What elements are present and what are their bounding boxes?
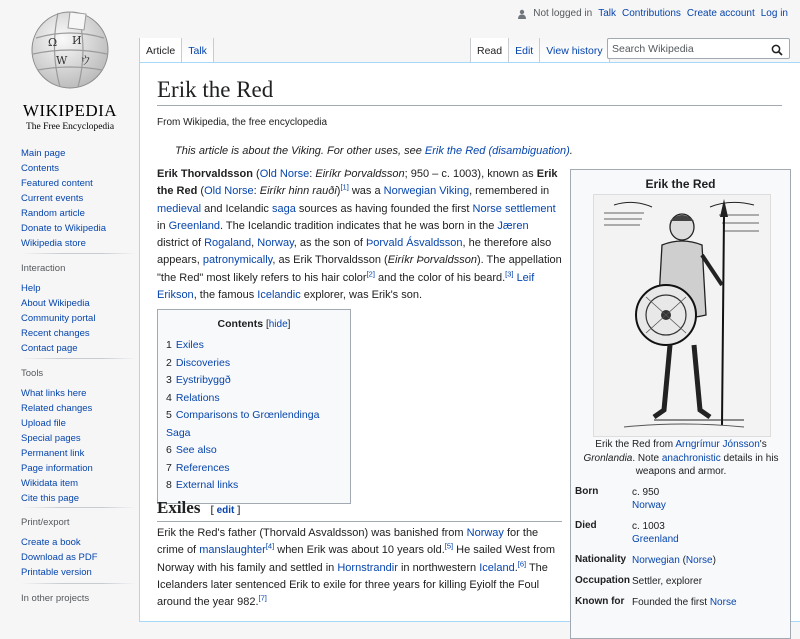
woodcut-illustration xyxy=(594,195,770,436)
log-in-link[interactable]: Log in xyxy=(760,8,788,19)
sidebar-item-special-pages[interactable]: Special pages xyxy=(21,433,81,444)
wikipedia-logo[interactable] xyxy=(15,8,125,132)
portal-heading-other-projects: In other projects xyxy=(21,593,90,604)
caption-text: Erik the Red from xyxy=(595,439,676,450)
link-norse-settlement[interactable]: Norse settlement xyxy=(472,202,556,215)
site-subtitle: From Wikipedia, the free encyclopedia xyxy=(157,117,328,128)
create-account-link[interactable]: Create account xyxy=(686,8,755,19)
sidebar-item-about[interactable]: About Wikipedia xyxy=(21,298,90,309)
sidebar-item-download-pdf[interactable]: Download as PDF xyxy=(21,552,98,563)
infobox-value: Norwegian (Norse) xyxy=(632,555,716,566)
sidebar-item-donate[interactable]: Donate to Wikipedia xyxy=(21,223,107,234)
infobox-row-born xyxy=(575,484,789,518)
toc-link-comparisons[interactable]: Comparisons to Grœnlendinga Saga xyxy=(166,409,320,439)
infobox-label: Known for xyxy=(575,596,625,607)
toc-hide-link[interactable]: hide xyxy=(268,319,288,330)
section-edit[interactable]: [ edit ] xyxy=(210,505,241,516)
puzzle-globe-icon xyxy=(28,8,112,92)
link-anachronistic[interactable]: anachronistic xyxy=(661,452,721,464)
toc-item[interactable] xyxy=(166,407,342,442)
portal-divider xyxy=(21,507,136,508)
caption-text: details in his weapons and armor. xyxy=(635,452,779,477)
sidebar-item-main-page[interactable]: Main page xyxy=(21,148,66,159)
tab-article[interactable]: Article xyxy=(139,38,181,62)
search-input[interactable] xyxy=(608,40,768,59)
link-jaeren[interactable]: Jæren xyxy=(497,219,529,232)
link-died-place[interactable]: Greenland xyxy=(632,534,679,545)
search-box xyxy=(607,38,790,59)
sidebar-item-upload-file[interactable]: Upload file xyxy=(21,418,66,429)
caption-text: . Note xyxy=(632,452,662,464)
table-of-contents xyxy=(157,309,351,504)
sidebar-item-community-portal[interactable]: Community portal xyxy=(21,313,96,324)
sidebar xyxy=(0,0,139,604)
sidebar-item-related-changes[interactable]: Related changes xyxy=(21,403,93,414)
link-norway-2[interactable]: Norway xyxy=(466,527,504,539)
caption-italic: Gronlandia xyxy=(583,452,633,464)
other-projects-portal xyxy=(21,593,136,611)
portal-divider xyxy=(21,583,136,584)
infobox xyxy=(570,169,791,639)
sidebar-item-featured-content[interactable]: Featured content xyxy=(21,178,93,189)
link-old-norse-2[interactable]: Old Norse xyxy=(204,185,254,198)
link-known-norse[interactable]: Norse xyxy=(709,597,737,608)
known-for-text: Founded the first xyxy=(632,597,710,608)
sidebar-item-store[interactable]: Wikipedia store xyxy=(21,238,86,249)
hatnote xyxy=(175,145,573,157)
toc-number: 5 xyxy=(166,409,172,421)
personal-tools xyxy=(517,8,788,19)
section-title: Exiles xyxy=(157,498,201,517)
toc-item[interactable] xyxy=(166,477,342,495)
svg-text:W: W xyxy=(56,54,68,67)
toc-number: 4 xyxy=(166,391,172,404)
sidebar-item-permanent-link[interactable]: Permanent link xyxy=(21,448,85,459)
link-iceland[interactable]: Iceland xyxy=(479,561,515,574)
infobox-value xyxy=(632,594,789,615)
sidebar-item-what-links-here[interactable]: What links here xyxy=(21,388,87,399)
sidebar-item-current-events[interactable]: Current events xyxy=(21,193,84,204)
tools-portal xyxy=(21,368,136,506)
link-norwegian-viking[interactable]: Norwegian Viking xyxy=(383,185,470,198)
died-date: c. 1003 xyxy=(632,521,665,532)
link-arngrimur[interactable]: Arngrímur Jónsson xyxy=(675,439,760,450)
ref-2[interactable]: [2] xyxy=(366,269,375,279)
toc-hide-toggle[interactable]: [hide] xyxy=(265,319,291,330)
infobox-value xyxy=(632,518,789,552)
logo-wordmark: WIKIPEDIA xyxy=(22,101,118,120)
toc-title: Contents xyxy=(217,318,264,330)
logo-tagline: The Free Encyclopedia xyxy=(25,122,115,132)
tab-view-history[interactable]: View history xyxy=(539,38,609,62)
toc-link-eystribyggd[interactable]: Eystribyggð xyxy=(175,374,231,386)
svg-text:ウ: ウ xyxy=(80,54,91,67)
portal-heading-interaction: Interaction xyxy=(21,263,66,274)
sidebar-item-help[interactable]: Help xyxy=(21,283,41,294)
toc-link-relations[interactable]: Relations xyxy=(175,391,220,404)
infobox-label: Nationality xyxy=(575,554,627,565)
ref-5[interactable]: [5] xyxy=(444,541,454,551)
toc-link-see-also[interactable]: See also xyxy=(175,444,217,456)
infobox-label: Born xyxy=(575,486,599,497)
svg-text:Ω: Ω xyxy=(48,36,58,49)
infobox-value xyxy=(632,484,789,518)
toc-item[interactable] xyxy=(166,460,342,478)
sidebar-item-page-information[interactable]: Page information xyxy=(21,463,93,474)
namespace-tabs xyxy=(139,38,214,62)
infobox-value: Settler, explorer xyxy=(632,576,703,587)
disambiguation-link[interactable]: Erik the Red (disambiguation) xyxy=(424,145,570,157)
toc-link-discoveries[interactable]: Discoveries xyxy=(175,356,231,369)
sidebar-item-cite-this-page[interactable]: Cite this page xyxy=(21,493,80,504)
link-norway[interactable]: Norway xyxy=(257,237,294,250)
link-leif-erikson[interactable]: Leif Erikson xyxy=(157,271,535,302)
section-edit-link[interactable]: edit xyxy=(216,505,235,516)
infobox-label: Occupation xyxy=(575,575,631,586)
toc-number: 1 xyxy=(166,339,172,351)
portrait-image[interactable] xyxy=(593,194,771,437)
portal-heading-tools: Tools xyxy=(21,368,44,379)
link-medieval[interactable]: medieval xyxy=(157,202,202,215)
sidebar-item-create-a-book[interactable]: Create a book xyxy=(21,537,81,548)
ref-4[interactable]: [4] xyxy=(265,541,275,551)
infobox-row-died xyxy=(575,518,789,552)
lead-paragraph: Erik Thorvaldsson (Old Norse: Eiríkr Þorvaldsson; 950 – c. 1003), known as Erik the Red (Old Norse: Eiríkr hinn rauði)[1] was a Norwegian Viking, remembered in medieval and Icelandic saga sources as having founded the first Norse settlement in Greenland. The Icelandic tradition indicates that he was born in the Jæren district of Rogaland, Norway, as the son of Þorvald Ásvaldsson, he therefore also appears, patronymically, as Erik Thorvaldsson (Eiríkr Þorvaldsson). The appellation "the Red" most likely refers to his hair color[2] and the color of his beard.[3] Leif Erikson, the famous Icelandic explorer, was Erik's son. xyxy=(157,168,562,302)
infobox-row-occupation xyxy=(575,573,789,594)
not-logged-in-label: Not logged in xyxy=(533,8,593,19)
print-export-portal xyxy=(21,517,136,580)
search-icon[interactable] xyxy=(771,43,783,61)
tab-edit[interactable]: Edit xyxy=(508,38,539,62)
page-title: Erik the Red xyxy=(157,77,782,106)
section-heading-exiles xyxy=(157,498,562,522)
link-patronymically[interactable]: patronymically xyxy=(202,254,273,267)
user-talk-link[interactable]: Talk xyxy=(598,8,616,19)
portal-divider xyxy=(21,358,136,359)
sidebar-item-contact-page[interactable]: Contact page xyxy=(21,343,78,354)
toc-number: 8 xyxy=(166,479,172,491)
infobox-table xyxy=(575,484,789,615)
toc-number: 2 xyxy=(166,356,172,369)
toc-number: 3 xyxy=(166,374,172,386)
toc-item[interactable] xyxy=(166,355,342,373)
sidebar-item-wikidata-item[interactable]: Wikidata item xyxy=(21,478,79,489)
portal-heading-print-export: Print/export xyxy=(21,517,70,528)
portal-divider xyxy=(21,253,136,254)
toc-link-exiles[interactable]: Exiles xyxy=(175,339,204,351)
link-greenland[interactable]: Greenland xyxy=(168,219,220,232)
user-icon xyxy=(517,9,527,19)
svg-text:И: И xyxy=(72,34,82,47)
link-norse[interactable]: Norse xyxy=(685,555,713,566)
sidebar-item-recent-changes[interactable]: Recent changes xyxy=(21,328,90,339)
sidebar-item-contents[interactable]: Contents xyxy=(21,163,60,174)
exiles-paragraph: Erik the Red's father (Thorvald Asvaldsson) was banished from Norway for the crime of manslaughter[4] when Erik was about 10 years old.[5] He sailed West from Norway with his family and settled in Hornstrandir in northwestern Iceland.[6] The Icelanders later sentenced Erik to exile for three years for killing Eyiolf the Foul around the year 982.[7] xyxy=(157,527,556,609)
toc-link-references[interactable]: References xyxy=(175,461,230,474)
link-born-place[interactable]: Norway xyxy=(632,500,666,511)
infobox-row-nationality xyxy=(575,552,789,573)
hatnote-end: . xyxy=(569,145,573,157)
born-date: c. 950 xyxy=(632,487,660,498)
ref-1[interactable]: [1] xyxy=(340,182,349,192)
sidebar-item-printable-version[interactable]: Printable version xyxy=(21,567,92,578)
toc-link-external-links[interactable]: External links xyxy=(175,479,239,491)
caption-text: 's xyxy=(759,439,767,450)
sidebar-item-random-article[interactable]: Random article xyxy=(21,208,85,219)
link-norwegian[interactable]: Norwegian xyxy=(632,555,680,566)
link-hornstrandir[interactable]: Hornstrandir xyxy=(337,561,398,574)
main-content xyxy=(139,62,800,622)
infobox-row-known-for xyxy=(575,594,789,615)
contributions-link[interactable]: Contributions xyxy=(622,8,681,19)
tab-read[interactable]: Read xyxy=(470,38,508,62)
interaction-portal xyxy=(21,263,136,356)
link-rogaland[interactable]: Rogaland xyxy=(204,237,252,250)
link-icelandic[interactable]: Icelandic xyxy=(257,289,301,302)
infobox-title: Erik the Red xyxy=(645,177,716,191)
ref-7[interactable]: [7] xyxy=(258,593,267,603)
toc-item[interactable] xyxy=(166,442,342,460)
toc-item[interactable] xyxy=(166,337,342,355)
ref-3[interactable]: [3] xyxy=(505,269,514,279)
view-tabs xyxy=(470,38,610,62)
link-thorvald[interactable]: Þorvald Ásvaldsson xyxy=(365,237,463,250)
toc-number: 7 xyxy=(166,461,172,474)
toc-title-row xyxy=(166,318,342,330)
navigation-portal xyxy=(21,146,136,251)
link-manslaughter[interactable]: manslaughter xyxy=(199,544,266,557)
toc-item[interactable] xyxy=(166,372,342,390)
link-saga[interactable]: saga xyxy=(271,202,296,215)
tab-talk[interactable]: Talk xyxy=(181,38,214,62)
link-old-norse[interactable]: Old Norse xyxy=(259,168,310,180)
hatnote-text: This article is about the Viking. For other uses, see xyxy=(175,145,425,157)
toc-item[interactable] xyxy=(166,390,342,408)
ref-6[interactable]: [6] xyxy=(517,558,527,568)
image-caption xyxy=(575,438,787,479)
infobox-label: Died xyxy=(575,520,597,531)
toc-number: 6 xyxy=(166,444,172,456)
